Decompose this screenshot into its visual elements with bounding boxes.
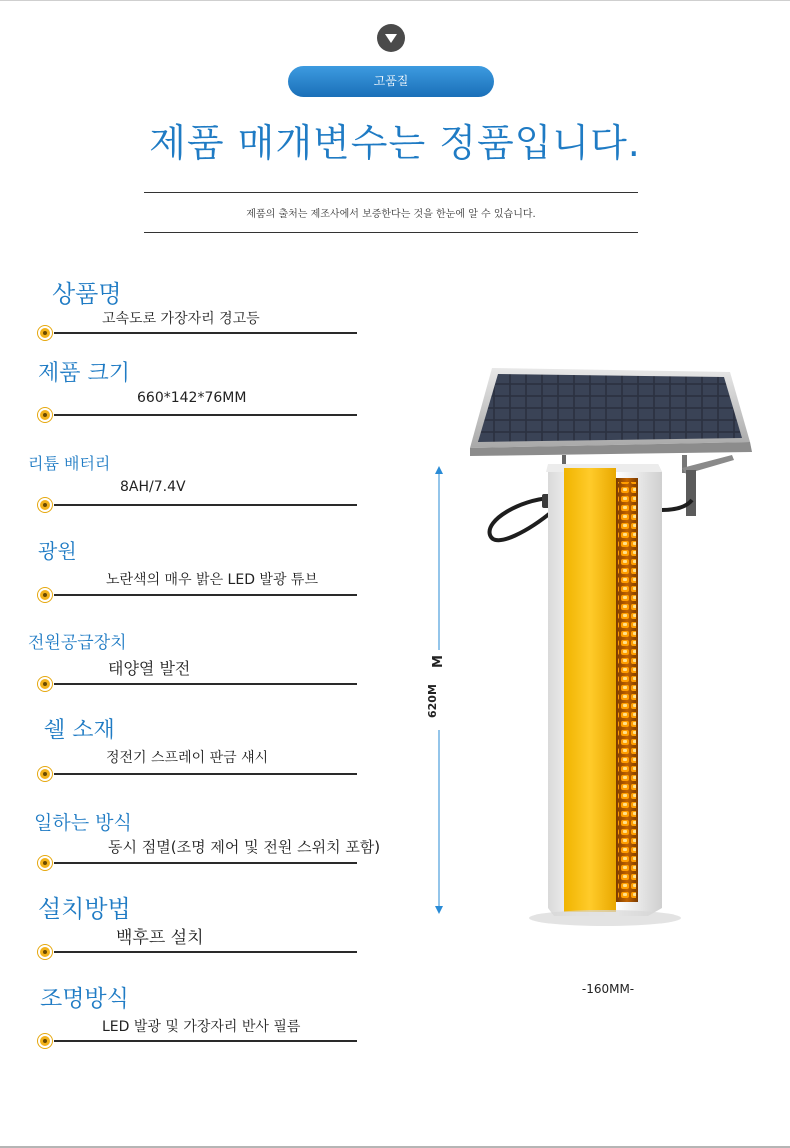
spec-item-light-source xyxy=(0,533,420,623)
spec-item-shell-material xyxy=(0,711,420,801)
spec-label: 제품 크기 xyxy=(38,361,131,386)
spec-item-size xyxy=(0,352,420,442)
bullet-dot-icon xyxy=(38,408,52,422)
bullet-dot-icon xyxy=(38,677,52,691)
spec-underline xyxy=(54,773,357,775)
spec-underline xyxy=(54,594,357,596)
spec-label: 조명방식 xyxy=(40,986,129,1012)
height-unit: M xyxy=(430,655,446,668)
spec-label: 일하는 방식 xyxy=(34,812,132,834)
bullet-dot-icon xyxy=(38,1034,52,1048)
solar-warning-light-image xyxy=(430,360,770,940)
height-label: 620M xyxy=(426,684,439,718)
spec-item-power-supply xyxy=(0,622,420,712)
bullet-dot-icon xyxy=(38,856,52,870)
width-label: -160MM- xyxy=(581,982,635,996)
spec-underline xyxy=(54,862,357,864)
spec-value: 백후프 설치 xyxy=(116,928,204,948)
spec-item-working-mode xyxy=(0,800,420,890)
subtitle: 제품의 출처는 제조사에서 보증한다는 것을 한눈에 알 수 있습니다. xyxy=(246,209,536,220)
quality-badge: 고품질 xyxy=(288,66,494,97)
spec-value: LED 발광 및 가장자리 반사 필름 xyxy=(102,1019,301,1035)
spec-value: 정전기 스프레이 판금 섀시 xyxy=(106,750,269,766)
bullet-dot-icon xyxy=(38,588,52,602)
subtitle-box xyxy=(144,192,638,233)
bullet-dot-icon xyxy=(38,767,52,781)
top-divider xyxy=(0,0,790,1)
spec-label: 상품명 xyxy=(52,280,122,308)
chevron-down-icon xyxy=(377,24,405,52)
spec-underline xyxy=(54,1040,357,1042)
spec-underline xyxy=(54,683,357,685)
bullet-dot-icon xyxy=(38,945,52,959)
page-title: 제품 매개변수는 정품입니다. xyxy=(149,121,641,165)
spec-label: 리튬 배터리 xyxy=(28,454,111,473)
spec-underline xyxy=(54,951,357,953)
spec-underline xyxy=(54,414,357,416)
spec-label: 설치방법 xyxy=(38,895,131,923)
spec-value: 동시 점멸(조명 제어 및 전원 스위치 포함) xyxy=(108,838,381,856)
bullet-dot-icon xyxy=(38,498,52,512)
spec-underline xyxy=(54,332,357,334)
spec-label: 광원 xyxy=(38,539,77,563)
spec-label: 쉘 소재 xyxy=(44,718,115,743)
spec-label: 전원공급장치 xyxy=(28,633,127,653)
spec-item-product-name xyxy=(0,270,420,360)
spec-underline xyxy=(54,504,357,506)
spec-value: 고속도로 가장자리 경고등 xyxy=(102,311,260,327)
spec-item-battery xyxy=(0,443,420,533)
spec-value: 노란색의 매우 밝은 LED 발광 튜브 xyxy=(106,572,318,588)
spec-value: 태양열 발전 xyxy=(108,659,191,678)
spec-item-lighting-method xyxy=(0,978,420,1068)
spec-value: 660*142*76MM xyxy=(137,390,247,406)
spec-item-installation xyxy=(0,889,420,979)
spec-value: 8AH/7.4V xyxy=(120,479,186,495)
bullet-dot-icon xyxy=(38,326,52,340)
